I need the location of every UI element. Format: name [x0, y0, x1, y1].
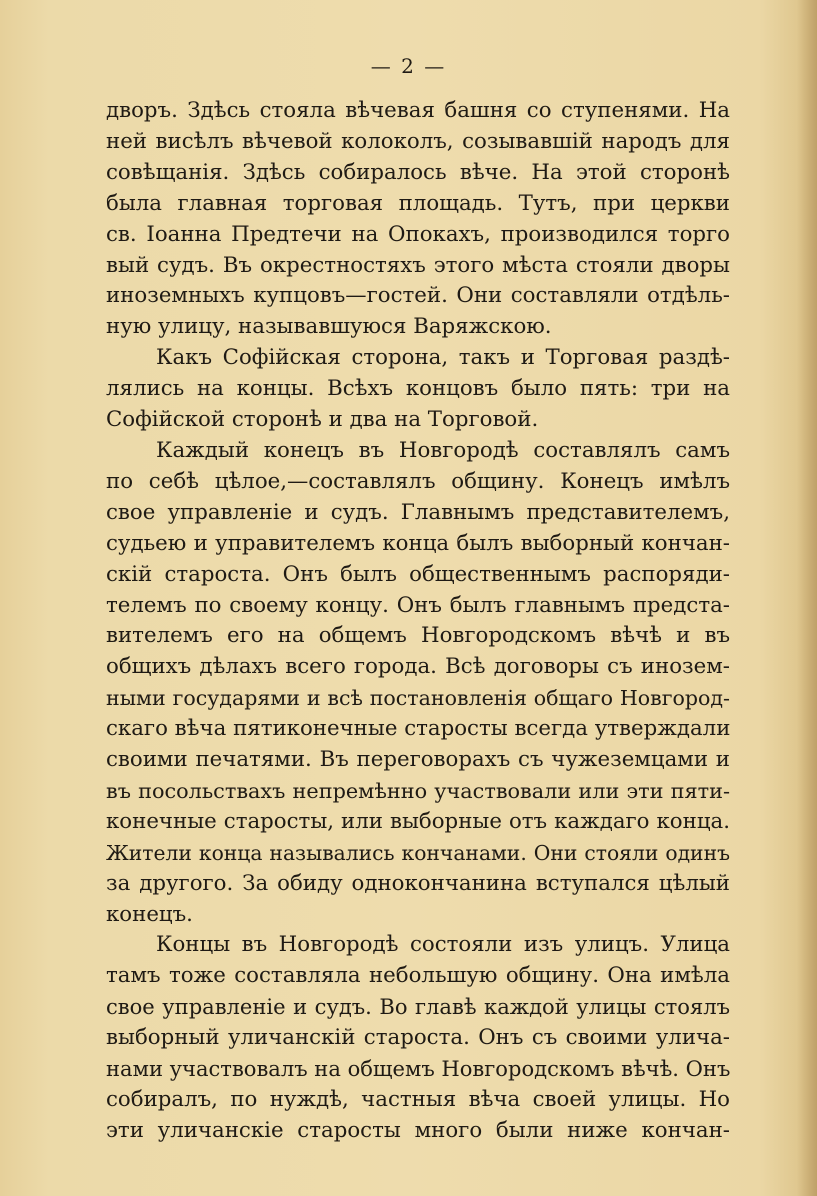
text-line: совѣщанія. Здѣсь собиралось вѣче. На этой сторонѣ — [106, 159, 730, 185]
text-line: своими печатями. Въ переговорахъ съ чужеземцами и — [106, 747, 730, 773]
text-line: Софійской сторонѣ и два на Торговой. — [106, 407, 539, 433]
paragraph-first-line: Концы въ Новгородѣ состояли изъ улицъ. Улица — [156, 932, 730, 958]
text-line: эти уличанскіе старосты много были ниже кончан- — [106, 1117, 730, 1143]
text-line: собиралъ, по нуждѣ, частныя вѣча своей улицы. Но — [106, 1087, 730, 1112]
body-text — [106, 96, 730, 1147]
paragraph-first-line: Каждый конецъ въ Новгородѣ составлялъ самъ — [156, 437, 730, 463]
text-line: вый судъ. Въ окрестностяхъ этого мѣста стояли дворы — [106, 252, 730, 278]
text-line: судьею и управителемъ конца былъ выборный кончан- — [106, 530, 730, 556]
text-line: телемъ по своему концу. Онъ былъ главнымъ предста- — [106, 592, 730, 618]
text-line: скаго вѣча пятиконечные старосты всегда утверждали — [106, 716, 731, 742]
text-line: свое управленіе и судъ. Во главѣ каждой улицы стоялъ — [106, 994, 730, 1020]
text-line: конецъ. — [106, 901, 193, 927]
text-line: иноземныхъ купцовъ—гостей. Они составляли отдѣль- — [106, 283, 730, 309]
text-line: скій староста. Онъ былъ общественнымъ распоряди- — [106, 561, 730, 587]
text-line: Жители конца назывались кончанами. Они стояли одинъ — [106, 840, 730, 865]
text-line: свое управленіе и судъ. Главнымъ представителемъ, — [106, 499, 730, 525]
text-line: ными государями и всѣ постановленія общаго Новгород- — [106, 686, 730, 711]
text-line: лялись на концы. Всѣхъ концовъ было пять: три на — [106, 376, 730, 402]
text-line: тамъ тоже составляла небольшую общину. Она имѣла — [106, 963, 730, 989]
page-edge-shadow — [797, 0, 817, 1196]
paragraph-first-line: Какъ Софійская сторона, такъ и Торговая раздѣ- — [156, 345, 730, 371]
text-line: ную улицу, называвшуюся Варяжскою. — [106, 314, 552, 340]
text-line: за другого. За обиду однокончанина вступался цѣлый — [106, 870, 730, 896]
text-line: въ посольствахъ непремѣнно участвовали или эти пяти- — [106, 778, 730, 803]
text-line: вителемъ его на общемъ Новгородскомъ вѣчѣ и въ — [106, 623, 730, 649]
text-line: общихъ дѣлахъ всего города. Всѣ договоры съ инозем- — [106, 654, 730, 680]
page-number: — 2 — — [370, 54, 447, 78]
text-line: дворъ. Здѣсь стояла вѣчевая башня со ступенями. На — [106, 98, 730, 123]
text-line: нами участвовалъ на общемъ Новгородскомъ вѣчѣ. Онъ — [106, 1056, 731, 1082]
text-line: была главная торговая площадь. Тутъ, при церкви — [106, 190, 730, 216]
text-line: выборный уличанскій староста. Онъ съ своими улича- — [106, 1025, 730, 1051]
text-line: по себѣ цѣлое,—составлялъ общину. Конецъ имѣлъ — [106, 468, 730, 494]
text-line: конечные старосты, или выборные отъ каждаго конца. — [106, 808, 730, 834]
text-line: св. Іоанна Предтечи на Опокахъ, производился торго — [106, 221, 730, 247]
text-line: ней висѣлъ вѣчевой колоколъ, созывавшій народъ для — [106, 128, 730, 154]
